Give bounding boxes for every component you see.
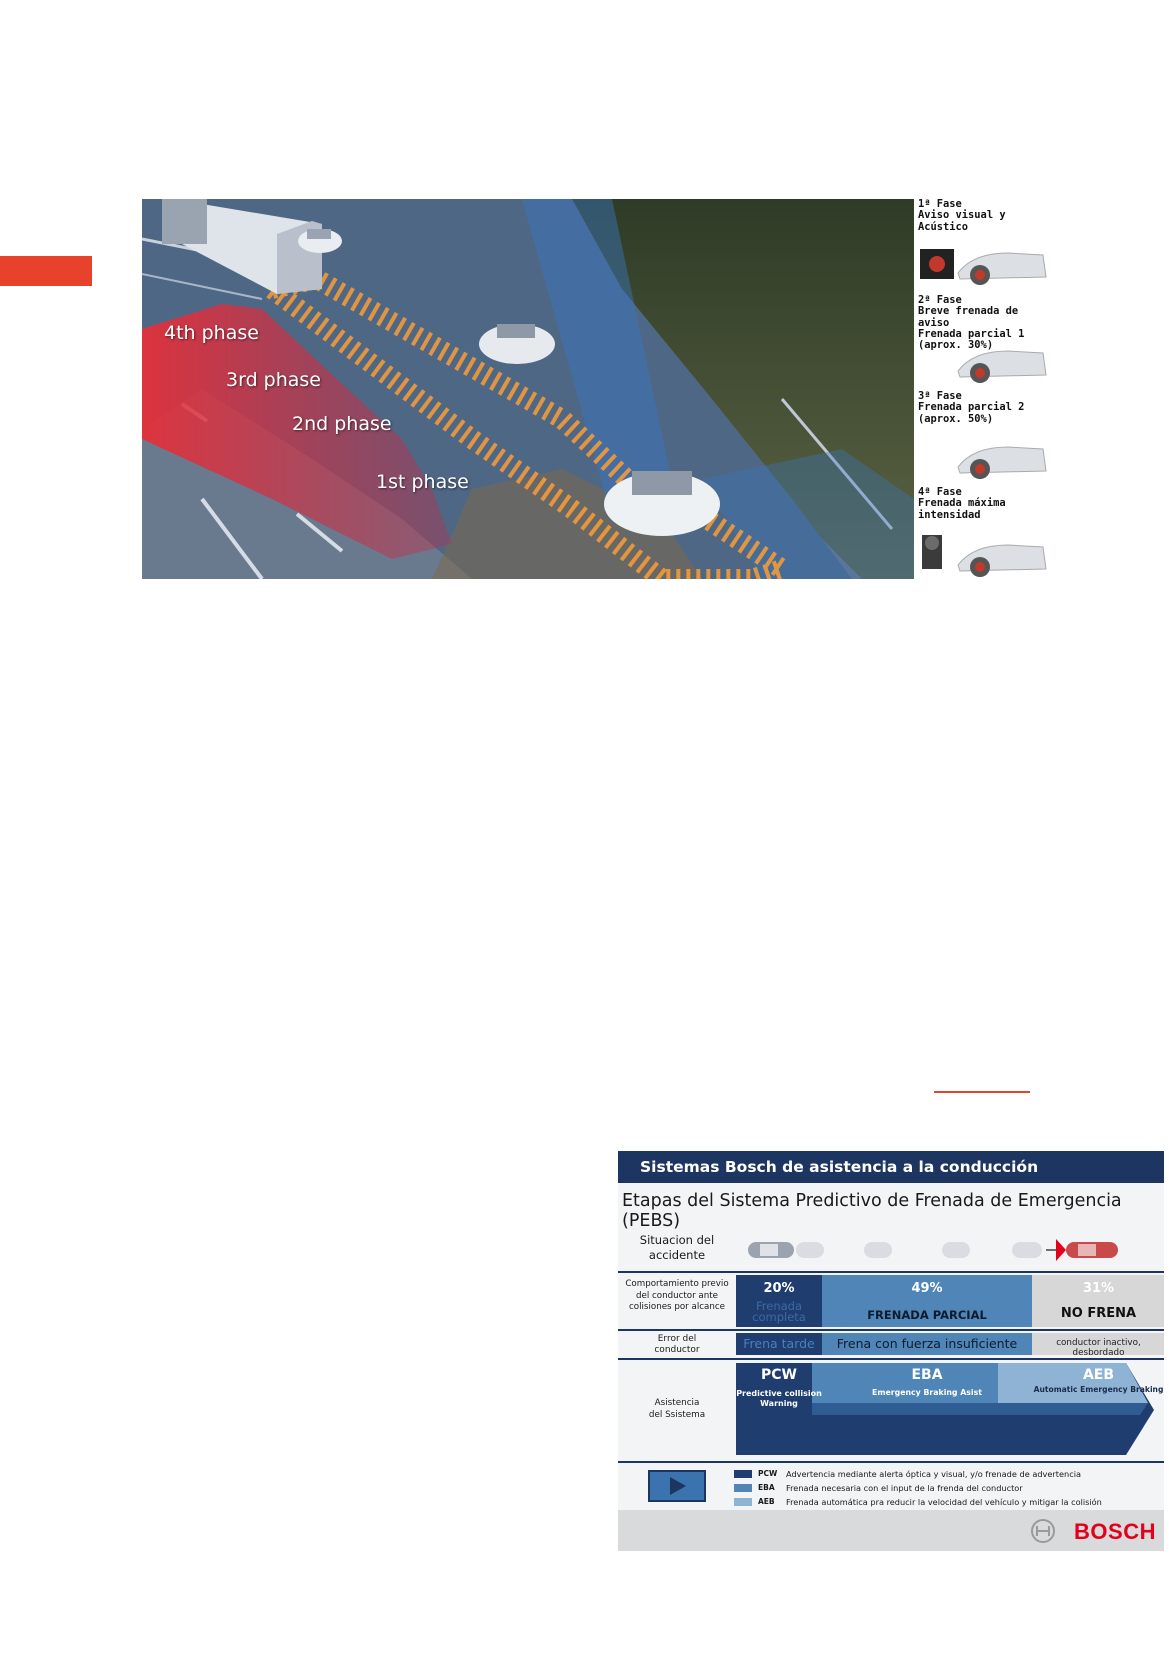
play-button[interactable] (648, 1470, 706, 1502)
play-icon (650, 1472, 704, 1500)
error-text: Frena con fuerza insuficiente (836, 1336, 1018, 1351)
legend-swatch-eba (734, 1484, 752, 1492)
row-divider (618, 1271, 1164, 1273)
phase-label-1: 1st phase (376, 471, 469, 493)
phase-3-image (918, 431, 1048, 481)
legend-text: Frenada automática pra reducir la velocidad del vehículo y mitigar la colisión (786, 1497, 1102, 1507)
behavior-label: NO FRENA (1060, 1306, 1137, 1321)
row-label-behavior: Comportamiento previo del conductor ante colisiones por alcance (625, 1279, 729, 1312)
system-code: EBA (911, 1367, 943, 1383)
behavior-percent: 49% (911, 1281, 943, 1296)
system-aeb (1032, 1365, 1164, 1405)
legend-swatch-aeb (734, 1498, 752, 1506)
system-pcw (736, 1365, 822, 1425)
car-far (298, 229, 342, 253)
bosch-armature-icon (1030, 1518, 1056, 1544)
phase-side-panel (918, 197, 1048, 581)
behavior-segment-no-brake (1032, 1275, 1164, 1327)
error-segment (1032, 1333, 1164, 1355)
slide-subtitle: Etapas del Sistema Predictivo de Frenada de Emergencia (PEBS) (622, 1191, 1122, 1231)
phase-caption-1: 1ª Fase Aviso visual y Acústico (918, 198, 1006, 233)
slide-footer (618, 1510, 1164, 1551)
bosch-pebs-slide (618, 1151, 1164, 1551)
car-middle (479, 324, 555, 364)
legend-swatch-pcw (734, 1470, 752, 1478)
row-divider (618, 1358, 1164, 1360)
phase-1-image (918, 243, 1048, 287)
phase-caption-3: 3ª Fase Frenada parcial 2 (aprox. 50%) (918, 390, 1025, 425)
legend-code: AEB (758, 1497, 775, 1506)
phase-4-image (918, 529, 1048, 579)
system-name: Emergency Braking Asist (872, 1388, 982, 1397)
error-segment (736, 1333, 822, 1355)
system-code: AEB (1082, 1367, 1115, 1383)
legend-text: Advertencia mediante alerta óptica y visual, y/o frenade de advertencia (786, 1469, 1082, 1479)
section-tab-marker (0, 256, 92, 286)
legend-code: EBA (758, 1483, 775, 1492)
behavior-segment-partial-brake (822, 1275, 1032, 1327)
row-label-error: Error del conductor (654, 1334, 700, 1355)
error-segment (822, 1333, 1032, 1355)
row-divider (618, 1329, 1164, 1331)
behavior-percent: 20% (763, 1281, 795, 1296)
accent-rule (934, 1091, 1030, 1093)
system-eba (822, 1365, 1032, 1405)
system-name: Predictive collision Warning (736, 1389, 822, 1408)
phase-caption-4: 4ª Fase Frenada máxima intensidad (918, 486, 1006, 521)
phase-label-3: 3rd phase (226, 369, 321, 391)
error-text: conductor inactivo, desbordado (1056, 1338, 1141, 1355)
behavior-label: Frenada completa (752, 1299, 806, 1324)
slide-header: Sistemas Bosch de asistencia a la conducción (618, 1151, 1164, 1183)
phase-label-2: 2nd phase (292, 413, 392, 435)
accident-situation-cars (736, 1235, 1164, 1265)
legend-code: PCW (758, 1469, 778, 1478)
row-divider (618, 1461, 1164, 1463)
legend-text: Frenada necesaria con el input de la frenda del conductor (786, 1483, 1023, 1493)
row-label-assist: Asistencia del Ssistema (648, 1398, 706, 1420)
error-text: Frena tarde (743, 1336, 815, 1351)
behavior-label: FRENADA PARCIAL (867, 1308, 987, 1322)
system-name: Automatic Emergency Braking (1033, 1385, 1164, 1394)
row-label-situation: Situacion del accidente (639, 1233, 715, 1262)
behavior-segment-full-brake (736, 1275, 822, 1327)
phase-caption-2: 2ª Fase Breve frenada de aviso Frenada parcial 1 (aprox. 30%) (918, 294, 1025, 352)
phase-2-image (918, 343, 1048, 385)
system-code: PCW (761, 1367, 797, 1383)
phase-illustration (142, 199, 914, 579)
behavior-percent: 31% (1082, 1281, 1115, 1296)
bosch-logo: BOSCH (1074, 1519, 1156, 1544)
phase-label-4: 4th phase (164, 322, 259, 344)
